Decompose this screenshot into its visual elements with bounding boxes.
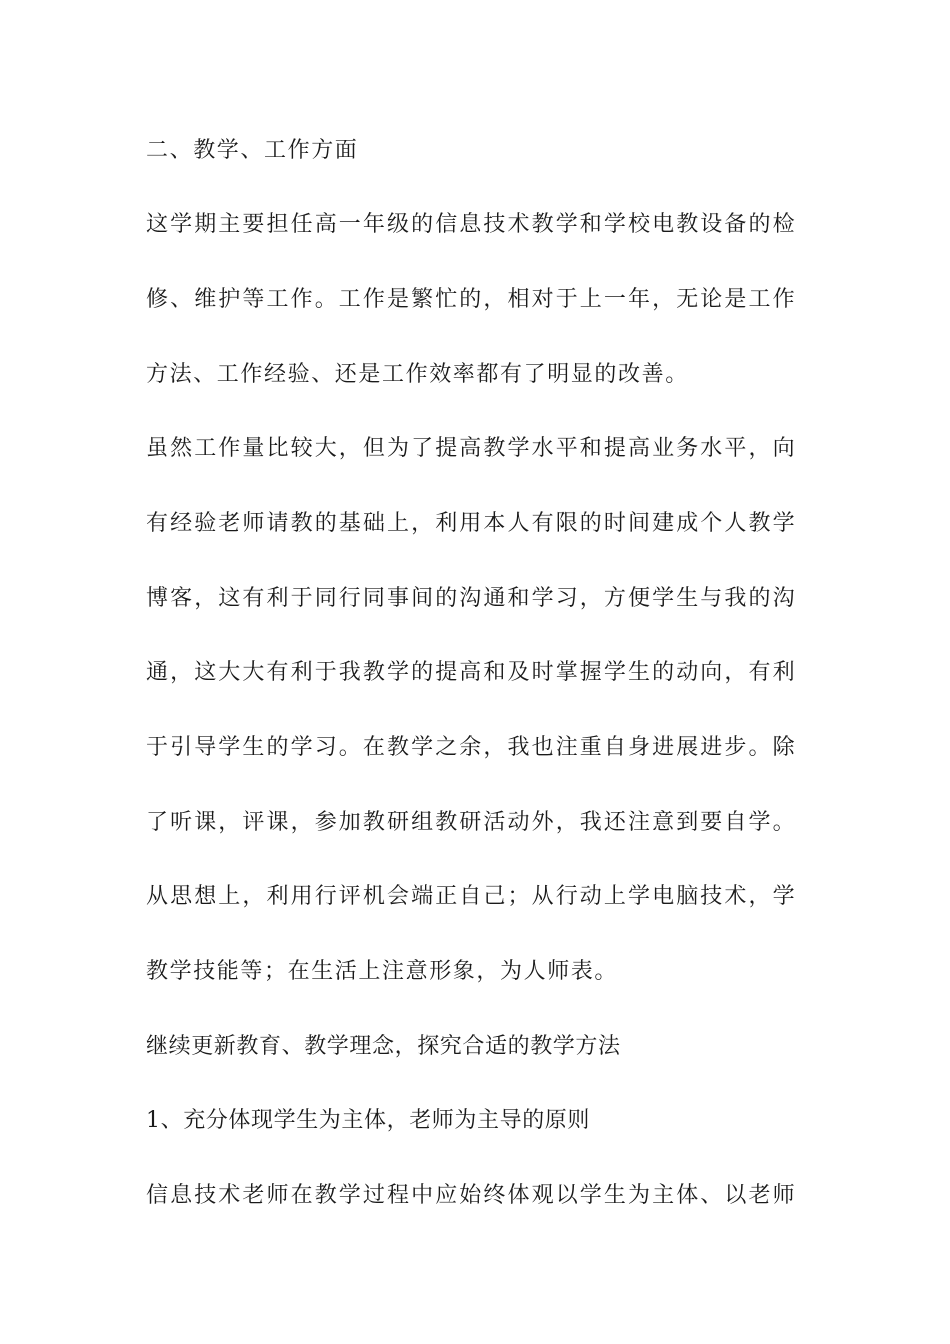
text-line: 修、维护等工作。工作是繁忙的，相对于上一年，无论是工作 [146,287,797,312]
text-line: 方法、工作经验、还是工作效率都有了明显的改善。 [146,362,689,387]
text-line: 这学期主要担任高一年级的信息技术教学和学校电教设备的检 [146,212,797,237]
section-heading: 二、教学、工作方面 [146,138,359,163]
subsection-heading: 继续更新教育、教学理念，探究合适的教学方法 [146,1034,621,1059]
text-line: 通，这大大有利于我教学的提高和及时掌握学生的动向，有利 [146,660,797,685]
text-line: 有经验老师请教的基础上，利用本人有限的时间建成个人教学 [146,511,797,536]
text-line: 了听课，评课，参加教研组教研活动外，我还注意到要自学。 [146,810,797,835]
text-line: 于引导学生的学习。在教学之余，我也注重自身进展进步。除 [146,735,797,760]
text-line: 博客，这有利于同行同事间的沟通和学习，方便学生与我的沟 [146,586,797,611]
text-line: 教学技能等；在生活上注意形象，为人师表。 [146,959,619,984]
numbered-heading: 1、充分体现学生为主体，老师为主导的原则 [146,1108,590,1133]
text-line: 从思想上，利用行评机会端正自己；从行动上学电脑技术，学 [146,884,797,909]
text-line: 虽然工作量比较大，但为了提高教学水平和提高业务水平，向 [146,436,797,461]
text-line: 信息技术老师在教学过程中应始终体观以学生为主体、以老师 [146,1183,797,1208]
